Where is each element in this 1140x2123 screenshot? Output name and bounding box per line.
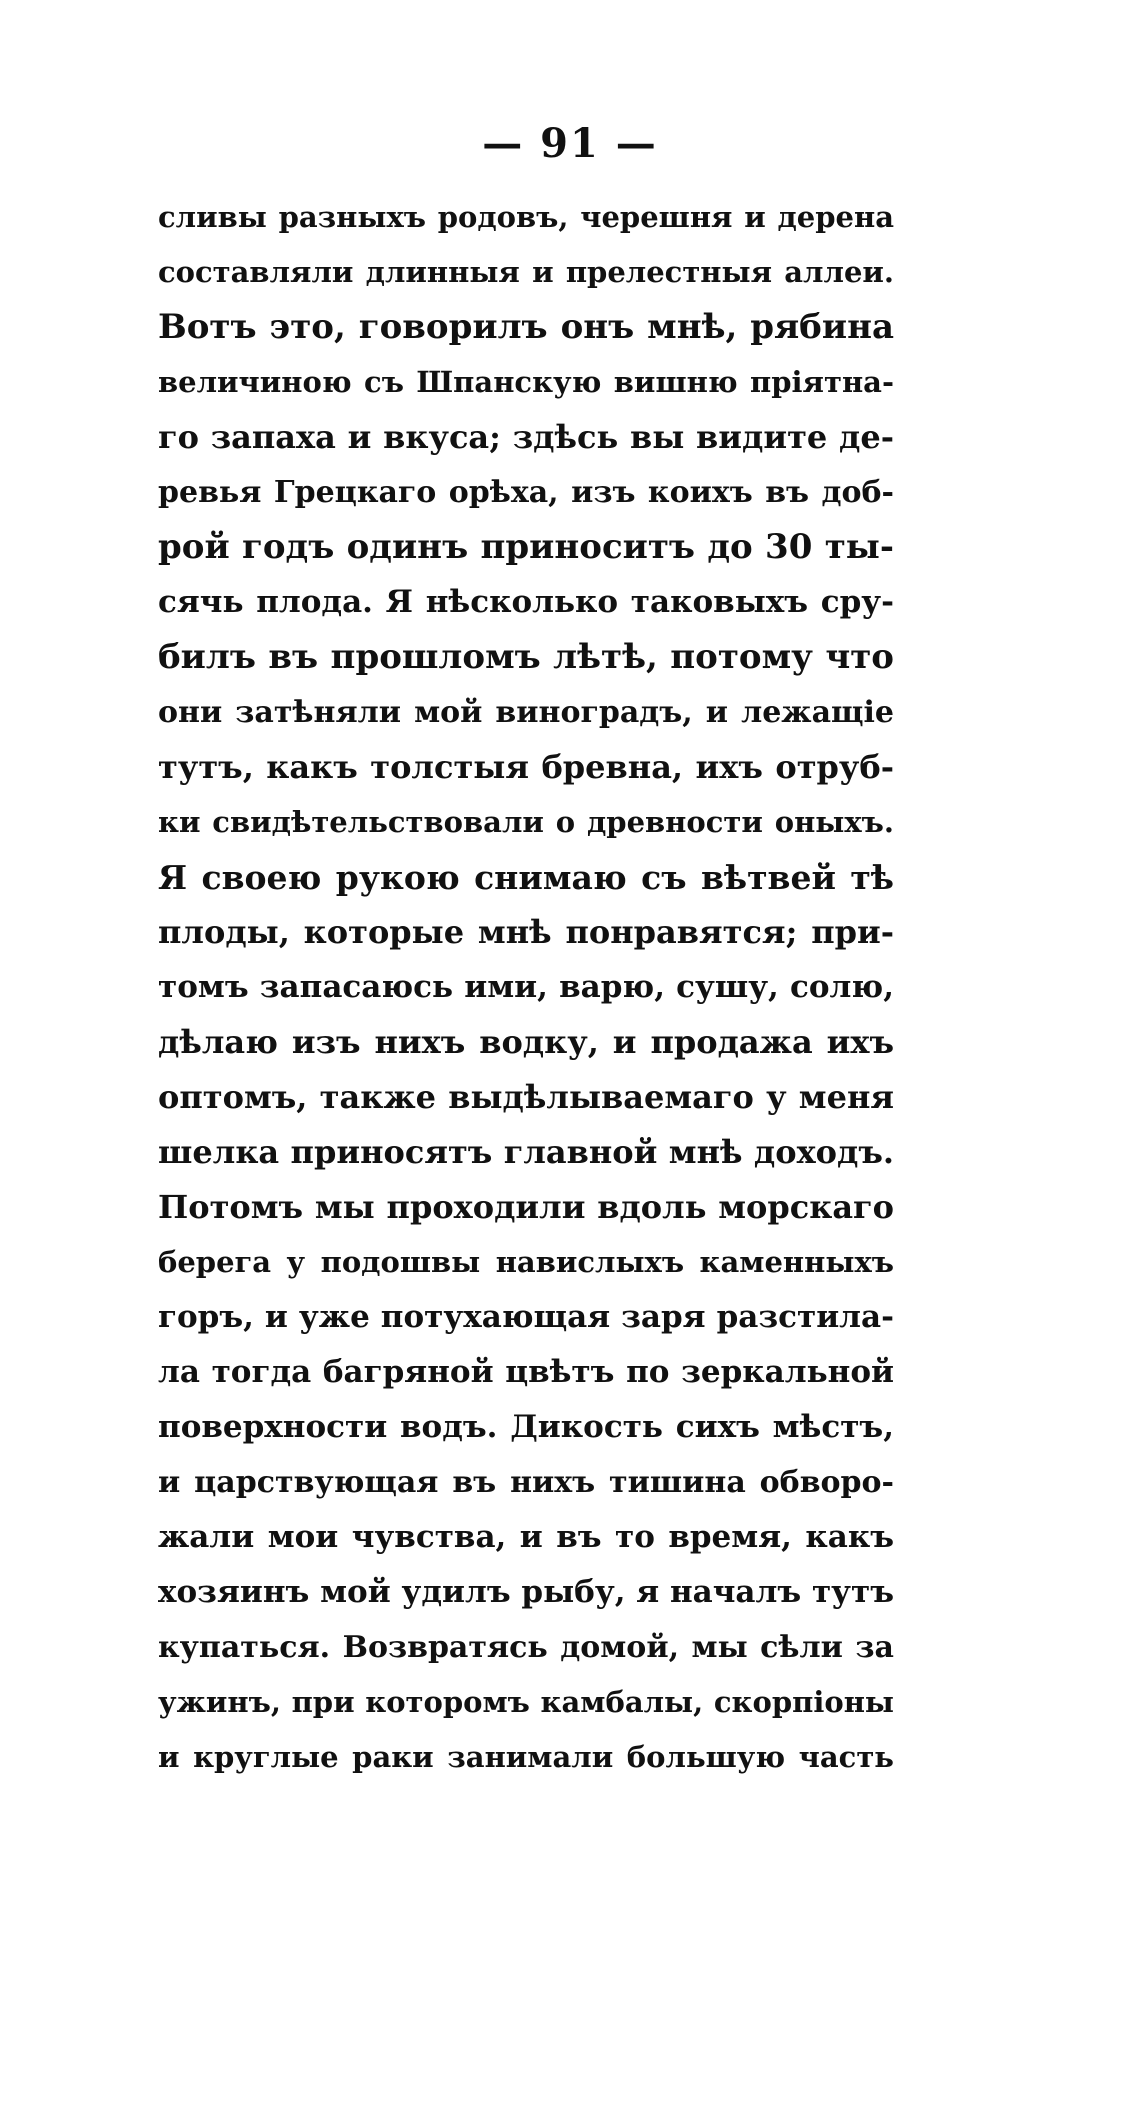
text-line: берега у подошвы навислыхъ каменныхъ xyxy=(158,1245,894,1279)
text-line: ла тогда багряной цвѣтъ по зеркальной xyxy=(158,1354,894,1390)
text-line: и царствующая въ нихъ тишина обворо- xyxy=(158,1465,894,1500)
text-line: горъ, и уже потухающая заря разстила- xyxy=(158,1299,894,1335)
text-line: ревья Грецкаго орѣха, изъ коихъ въ доб- xyxy=(158,475,894,510)
text-line: го запаха и вкуса; здѣсь вы видите де- xyxy=(158,418,894,456)
text-line: хозяинъ мой удилъ рыбу, я началъ тутъ xyxy=(158,1574,894,1610)
text-line: сячь плода. Я нѣсколько таковыхъ сру- xyxy=(158,584,894,620)
text-line: Потомъ мы проходили вдоль морскаго xyxy=(158,1188,894,1226)
text-line: ужинъ, при которомъ камбалы, скорпіоны xyxy=(158,1685,894,1719)
text-line: и круглые раки занимали большую часть xyxy=(158,1740,894,1774)
text-line: томъ запасаюсь ими, варю, сушу, солю, xyxy=(158,969,894,1005)
page-number: — 91 — xyxy=(482,120,658,167)
text-line: Я своею рукою снимаю съ вѣтвей тѣ xyxy=(158,858,894,897)
text-line: они затѣняли мой виноградъ, и лежащіе xyxy=(158,695,894,730)
text-line: сливы разныхъ родовъ, черешня и дерена xyxy=(158,200,894,234)
text-line: составляли длинныя и прелестныя аллеи. xyxy=(158,255,894,289)
text-line: дѣлаю изъ нихъ водку, и продажа ихъ xyxy=(158,1023,894,1061)
text-line: жали мои чувства, и въ то время, какъ xyxy=(158,1519,894,1555)
text-line: тутъ, какъ толстыя бревна, ихъ отруб- xyxy=(158,748,894,786)
text-line: оптомъ, также выдѣлываемаго у меня xyxy=(158,1078,894,1116)
text-line: рой годъ одинъ приноситъ до 30 ты- xyxy=(158,527,894,567)
text-line: величиною съ Шпанскую вишню пріятна- xyxy=(158,365,894,399)
text-line: поверхности водъ. Дикость сихъ мѣстъ, xyxy=(158,1409,894,1445)
text-line: купаться. Возвратясь домой, мы сѣли за xyxy=(158,1630,894,1665)
body-text xyxy=(158,190,894,1785)
text-line: шелка приносятъ главной мнѣ доходъ. xyxy=(158,1133,894,1171)
text-line: Вотъ это, говорилъ онъ мнѣ, рябина xyxy=(158,307,894,347)
text-line: ки свидѣтельствовали о древности оныхъ. xyxy=(158,805,894,839)
text-line: плоды, которые мнѣ понравятся; при- xyxy=(158,913,894,951)
text-line: билъ въ прошломъ лѣтѣ, потому что xyxy=(158,637,894,677)
